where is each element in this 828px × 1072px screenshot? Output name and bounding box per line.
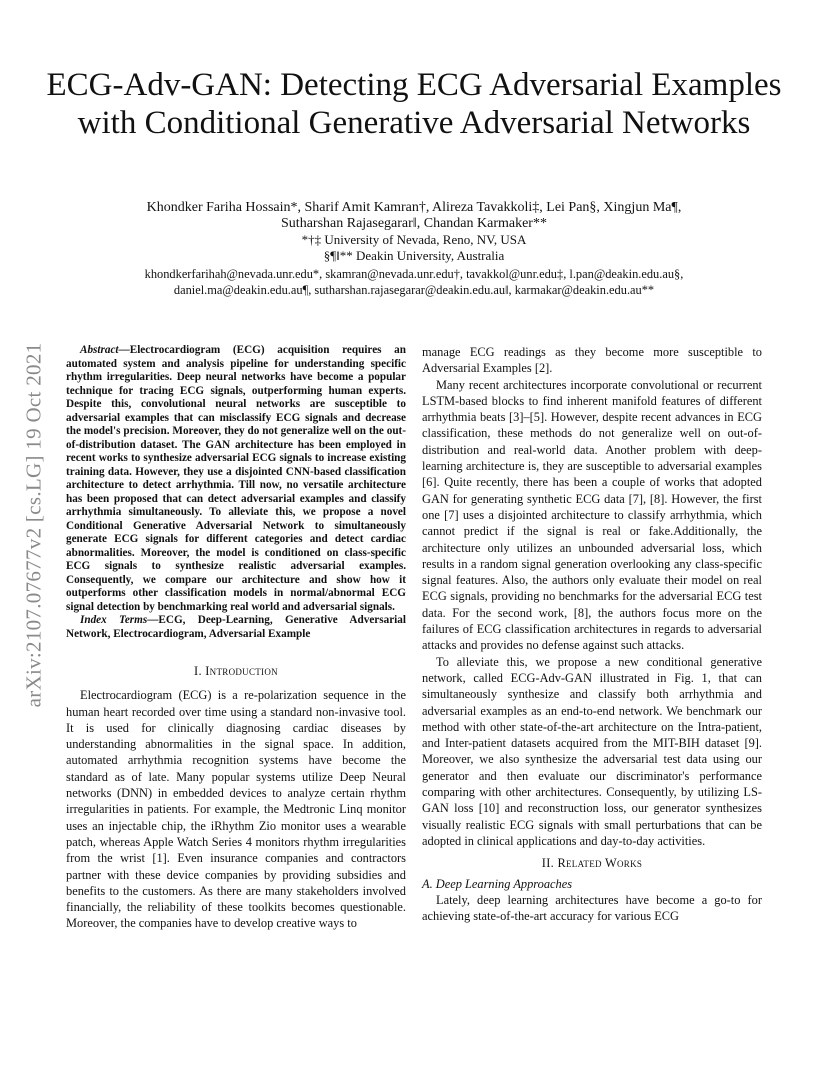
right-paragraph-2: To alleviate this, we propose a new conditional generative network, called ECG-Adv-GAN illustrated in Fig. 1, that can simultaneously synthesize and classify both arrhythmia and adversarial examples as an end-to-end network. We benchmark our method with other state-of-the-art architecture on the Intra-patient, and Inter-patient datasets acquired from the MIT-BIH dataset [9]. Moreover, we also synthesize the adversarial test data using our generator and then evaluate our discriminator's performance comparing with other architectures. Consequently, by utilizing LS-GAN loss [10] and reconstruction loss, our generator synthesizes visually realistic ECG signals with small perturbations that can be adopted in clinical applications and day-to-day activities. (422, 654, 762, 848)
emails-line-1: khondkerfarihah@nevada.unr.edu*, skamran@nevada.unr.edu†, tavakkol@unr.edu‡, l.pan@deakin.edu.au§, (144, 267, 684, 281)
affiliation-2: §¶‖** Deakin University, Australia (323, 248, 505, 263)
right-column (422, 344, 762, 924)
intro-paragraph-1: Electrocardiogram (ECG) is a re-polarization sequence in the human heart recorded over time using a standard non-invasive tool. It is used for clinically diagnosing cardiac diseases by understanding abnormalities in the signal space. In addition, automated arrhythmia recognition systems have become the standard as of late. Many popular systems utilize Deep Neural networks (DNN) in embedded devices to analyze certain rhythm irregularities in patients. For example, the Medtronic Linq monitor uses an injectable chip, the iRhythm Zio monitor uses a wearable patch, whereas Apple Watch Series 4 monitors rhythm irregularities from the wrist [1]. Even insurance companies and contractors partner with these device companies by providing subsidies and benefits to the customers. As there are many stakeholders involved financially, the reliability of these toolkits becomes questionable. Moreover, the companies have to develop creative ways to (66, 688, 406, 931)
index-terms-text: —ECG, Deep-Learning, Generative Adversarial Network, Electrocardiogram, Adversarial Example (66, 614, 406, 640)
abstract (66, 344, 406, 614)
authors-line-1: Khondker Fariha Hossain*, Sharif Amit Kamran†, Alireza Tavakkoli‡, Lei Pan§, Xingjun Ma¶, (146, 200, 682, 215)
section-heading-introduction: I. Introduction (194, 664, 278, 678)
paper-title: ECG-Adv-GAN: Detecting ECG Adversarial Examples with Conditional Generative Adversarial Networks (46, 67, 782, 141)
authors-line-2: Sutharshan Rajasegarar‖, Chandan Karmaker** (281, 216, 547, 231)
index-terms (66, 614, 406, 641)
abstract-label: Abstract (80, 344, 119, 356)
subsection-heading-deep-learning: A. Deep Learning Approaches (422, 876, 573, 891)
right-paragraph-3: Lately, deep learning architectures have become a go-to for achieving state-of-the-art accuracy for various ECG (422, 892, 762, 924)
section-heading-related-works: II. Related Works (541, 856, 643, 871)
arxiv-sidebar-stamp (22, 290, 46, 760)
affiliation-1: *†‡ University of Nevada, Reno, NV, USA (301, 232, 527, 247)
right-paragraph-1: Many recent architectures incorporate convolutional or recurrent LSTM-based blocks to find inherent manifold features of different arrhythmia beats [3]–[5]. However, despite recent advances in ECG classification, these methods do not generalize well on out-of-distribution and real-world data. Another problem with deep-learning architecture is, they are susceptible to adversarial examples [6]. Quite recently, there has been a couple of works that adopted GAN for generating synthetic ECG data [7], [8]. However, the first one [7] uses a disjointed architecture to classify arrhythmia, which cannot predict if the signal is real or fake.Additionally, the architecture only utilizes an unbounded adversarial loss, which results in a random signal generation overlooking any class-specific signal features. Also, the authors only evaluate their model on real ECG signals, providing no benchmarks for the adversarial ECG test data. For the second work, [8], the authors focus more on the failures of ECG classification architectures in regards to adversarial attacks and provides no defense against such attacks. (422, 377, 762, 653)
author-block (60, 200, 768, 298)
right-paragraph-0: manage ECG readings as they become more susceptible to Adversarial Examples [2]. (422, 345, 762, 376)
emails-line-2: daniel.ma@deakin.edu.au¶, sutharshan.rajasegarar@deakin.edu.au‖, karmakar@deakin.edu.au** (173, 283, 655, 297)
abstract-text: —Electrocardiogram (ECG) acquisition requires an automated system and analysis pipeline for understanding specific rhythm irregularities. Deep neural networks have become a popular technique for tracing ECG signals, outperforming human experts. Despite this, convolutional neural networks are susceptible to adversarial examples that can misclassify ECG signals and decrease the model's precision. Moreover, they do not generalize well on the out-of-distribution dataset. The GAN architecture has been employed in recent works to synthesize adversarial ECG signals to increase existing training data. However, they use a disjointed CNN-based classification architecture to detect arrhythmia. Till now, no versatile architecture has been proposed that can detect adversarial examples and classify arrhythmia simultaneously. To alleviate this, we propose a novel Conditional Generative Adversarial Network to simultaneously generate ECG signals for different categories and detect cardiac abnormalities. Moreover, the model is conditioned on class-specific ECG signals to synthesize realistic adversarial examples. Consequently, we compare our architecture and show how it outperforms other classification models in normal/abnormal ECG signal detection by benchmarking real world and adversarial signals. (66, 344, 406, 613)
left-column (66, 344, 406, 932)
arxiv-identifier: arXiv:2107.07677v2 [cs.LG] 19 Oct 2021 (21, 342, 46, 708)
index-terms-label: Index Terms (80, 614, 148, 626)
